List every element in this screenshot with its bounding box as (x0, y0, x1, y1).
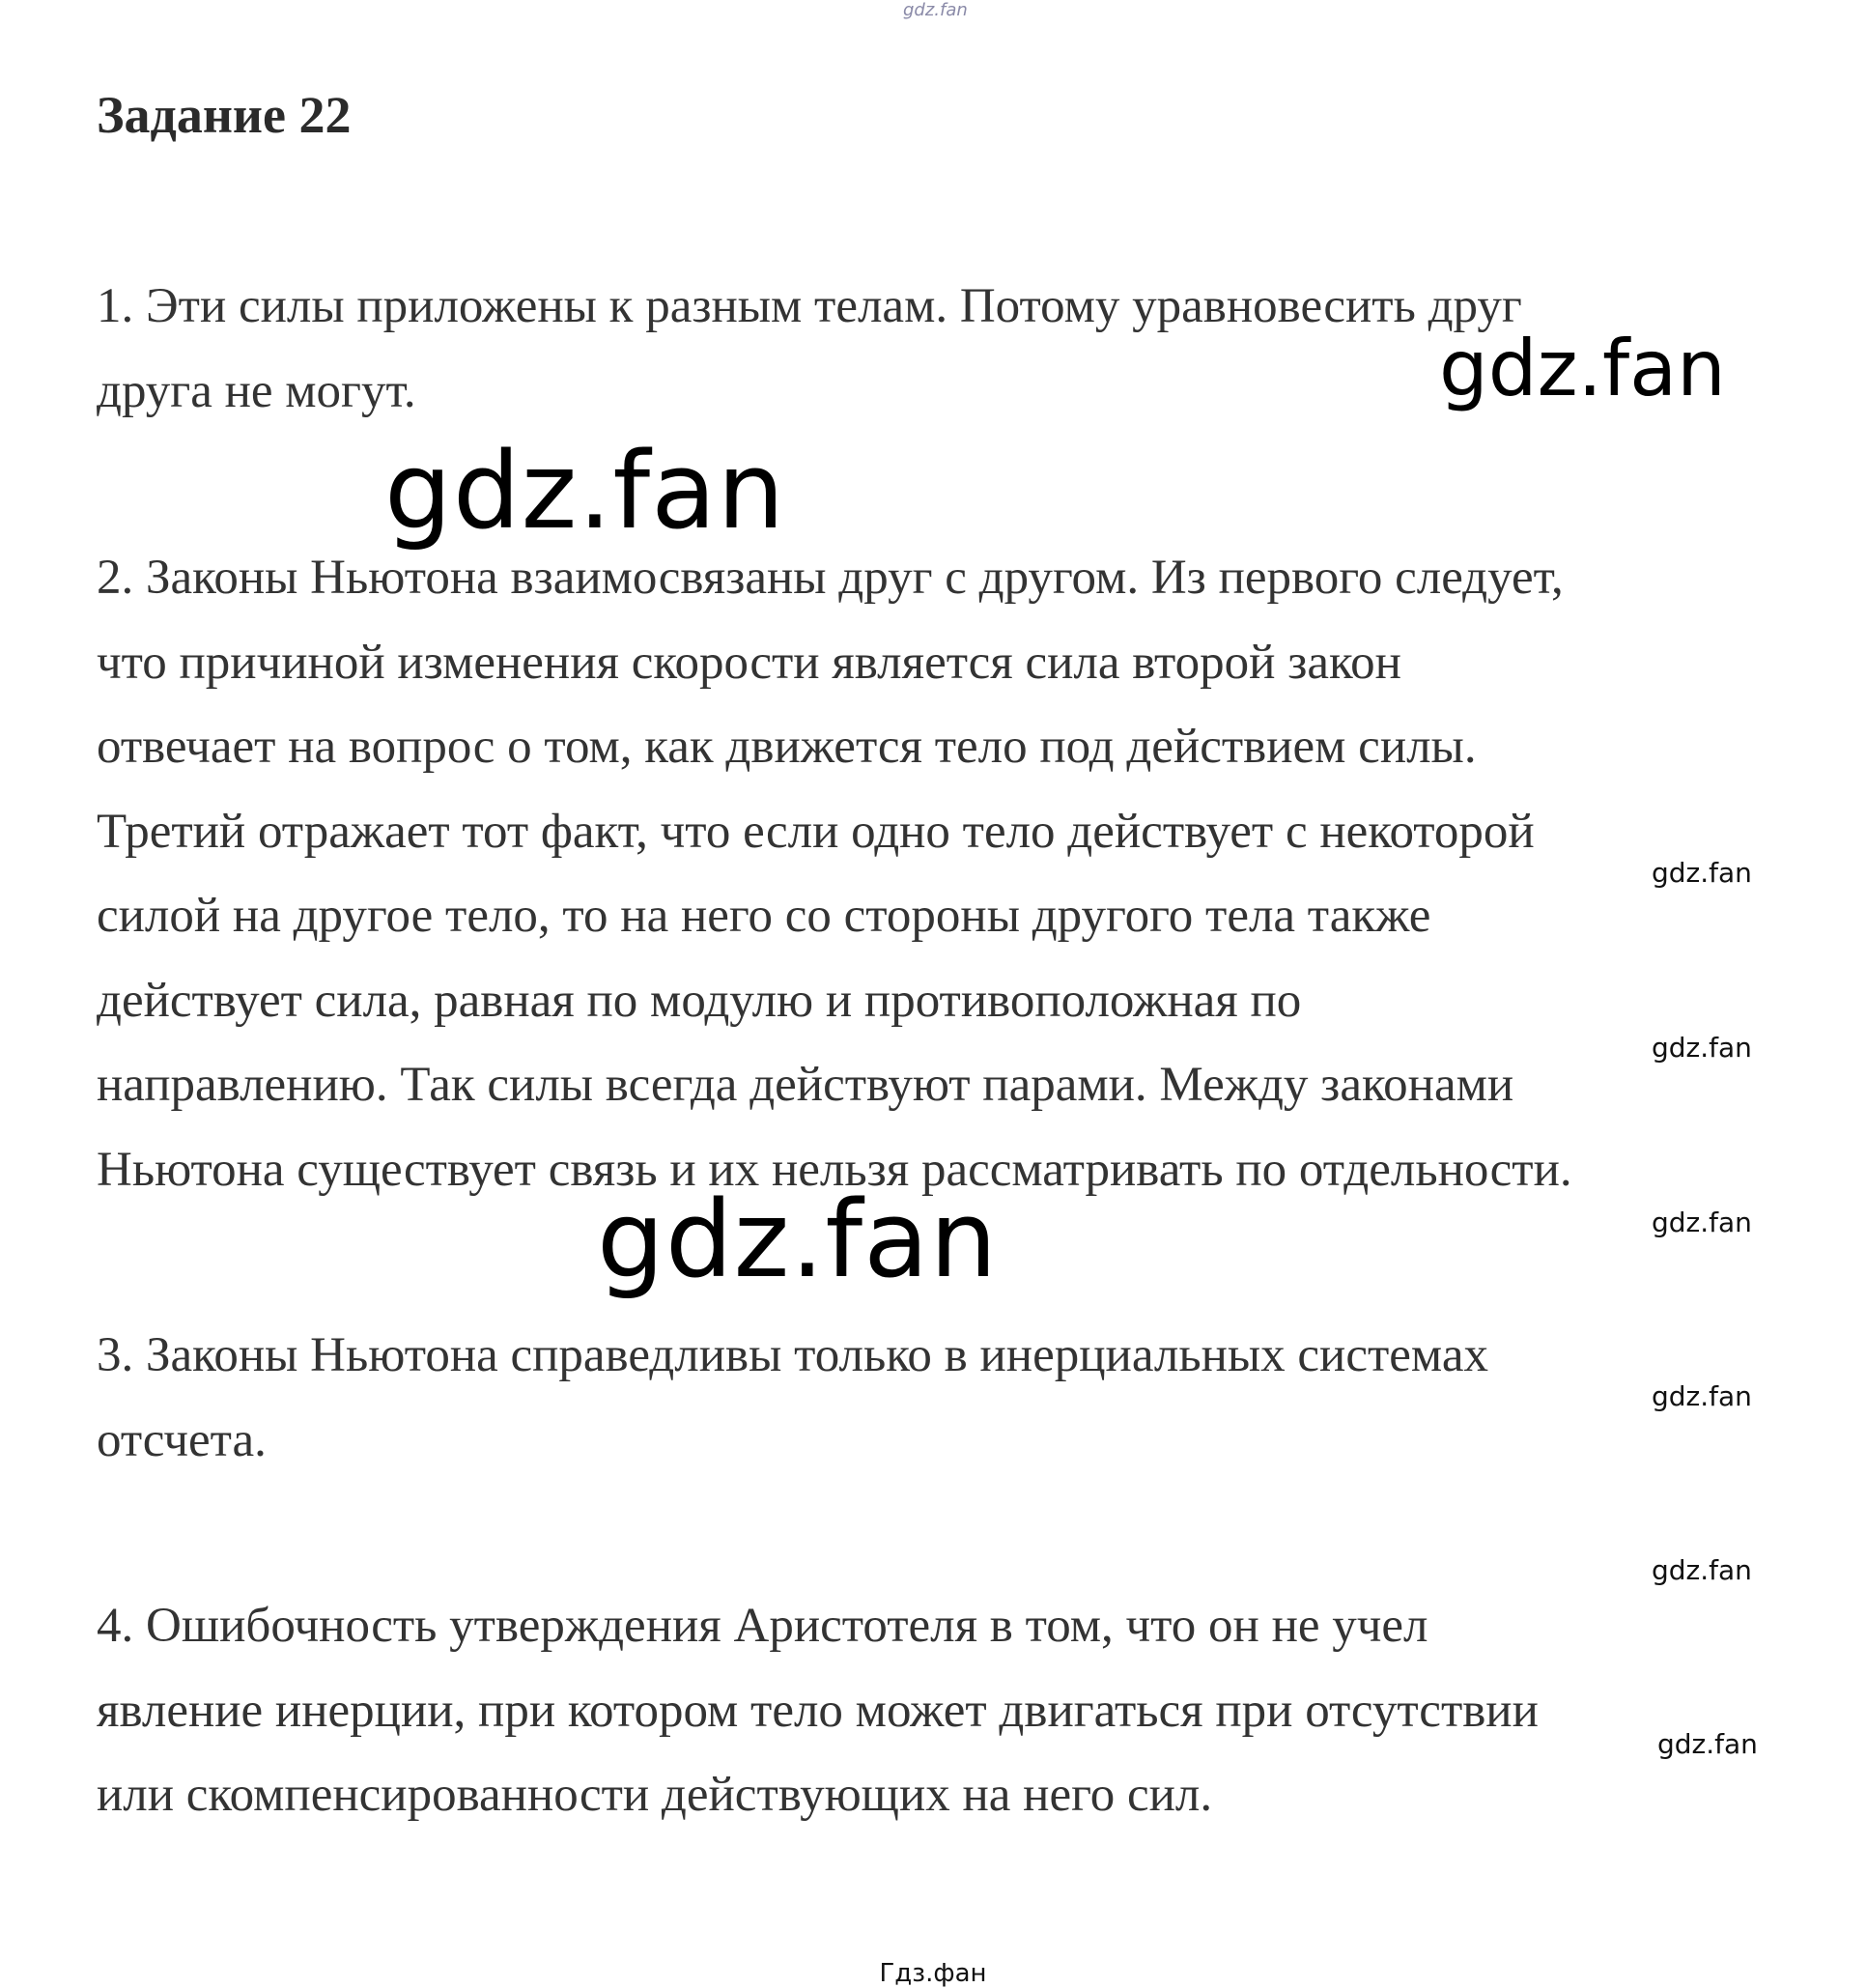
answer-line: отсчета. (97, 1412, 267, 1467)
answer-line: что причиной изменения скорости является сила второй закон (97, 635, 1401, 690)
watermark: gdz.fan (1439, 324, 1726, 413)
watermark: gdz.fan (597, 1178, 999, 1301)
answer-line: 3. Законы Ньютона справедливы только в инерциальных системах (97, 1328, 1488, 1382)
watermark: gdz.fan (1652, 1380, 1752, 1412)
answer-line: друга не могут. (97, 363, 416, 418)
answer-line: направлению. Так силы всегда действуют парами. Между законами (97, 1058, 1514, 1112)
answer-line: отвечает на вопрос о том, как движется тело под действием силы. (97, 720, 1477, 774)
footer-caption: Гдз.фан (879, 1959, 987, 1988)
watermark: gdz.fan (1652, 1207, 1752, 1238)
top-watermark: gdz.fan (903, 0, 968, 20)
watermark: gdz.fan (384, 429, 786, 553)
answer-line: 2. Законы Ньютона взаимосвязаны друг с другом. Из первого следует, (97, 551, 1564, 605)
answer-line: Ньютона существует связь и их нельзя рассматривать по отдельности. (97, 1142, 1572, 1197)
answer-line: Третий отражает тот факт, что если одно тело действует с некоторой (97, 804, 1535, 859)
answer-line: 1. Эти силы приложены к разным телам. Потому уравновесить друг (97, 279, 1522, 333)
answer-line: силой на другое тело, то на него со стороны другого тела также (97, 889, 1431, 943)
watermark: gdz.fan (1652, 1554, 1752, 1586)
answer-line: 4. Ошибочность утверждения Аристотеля в том, что он не учел (97, 1599, 1428, 1653)
answer-4 (97, 1584, 1835, 1838)
answer-3 (97, 1314, 1835, 1483)
answer-2 (97, 536, 1835, 1212)
answer-line: явление инерции, при котором тело может двигаться при отсутствии (97, 1683, 1539, 1738)
watermark: gdz.fan (1652, 857, 1752, 889)
watermark: gdz.fan (1657, 1728, 1758, 1760)
watermark: gdz.fan (1652, 1032, 1752, 1064)
answer-line: или скомпенсированности действующих на него сил. (97, 1768, 1213, 1822)
answer-line: действует сила, равная по модулю и противоположная по (97, 973, 1302, 1028)
page-title: Задание 22 (97, 86, 352, 144)
